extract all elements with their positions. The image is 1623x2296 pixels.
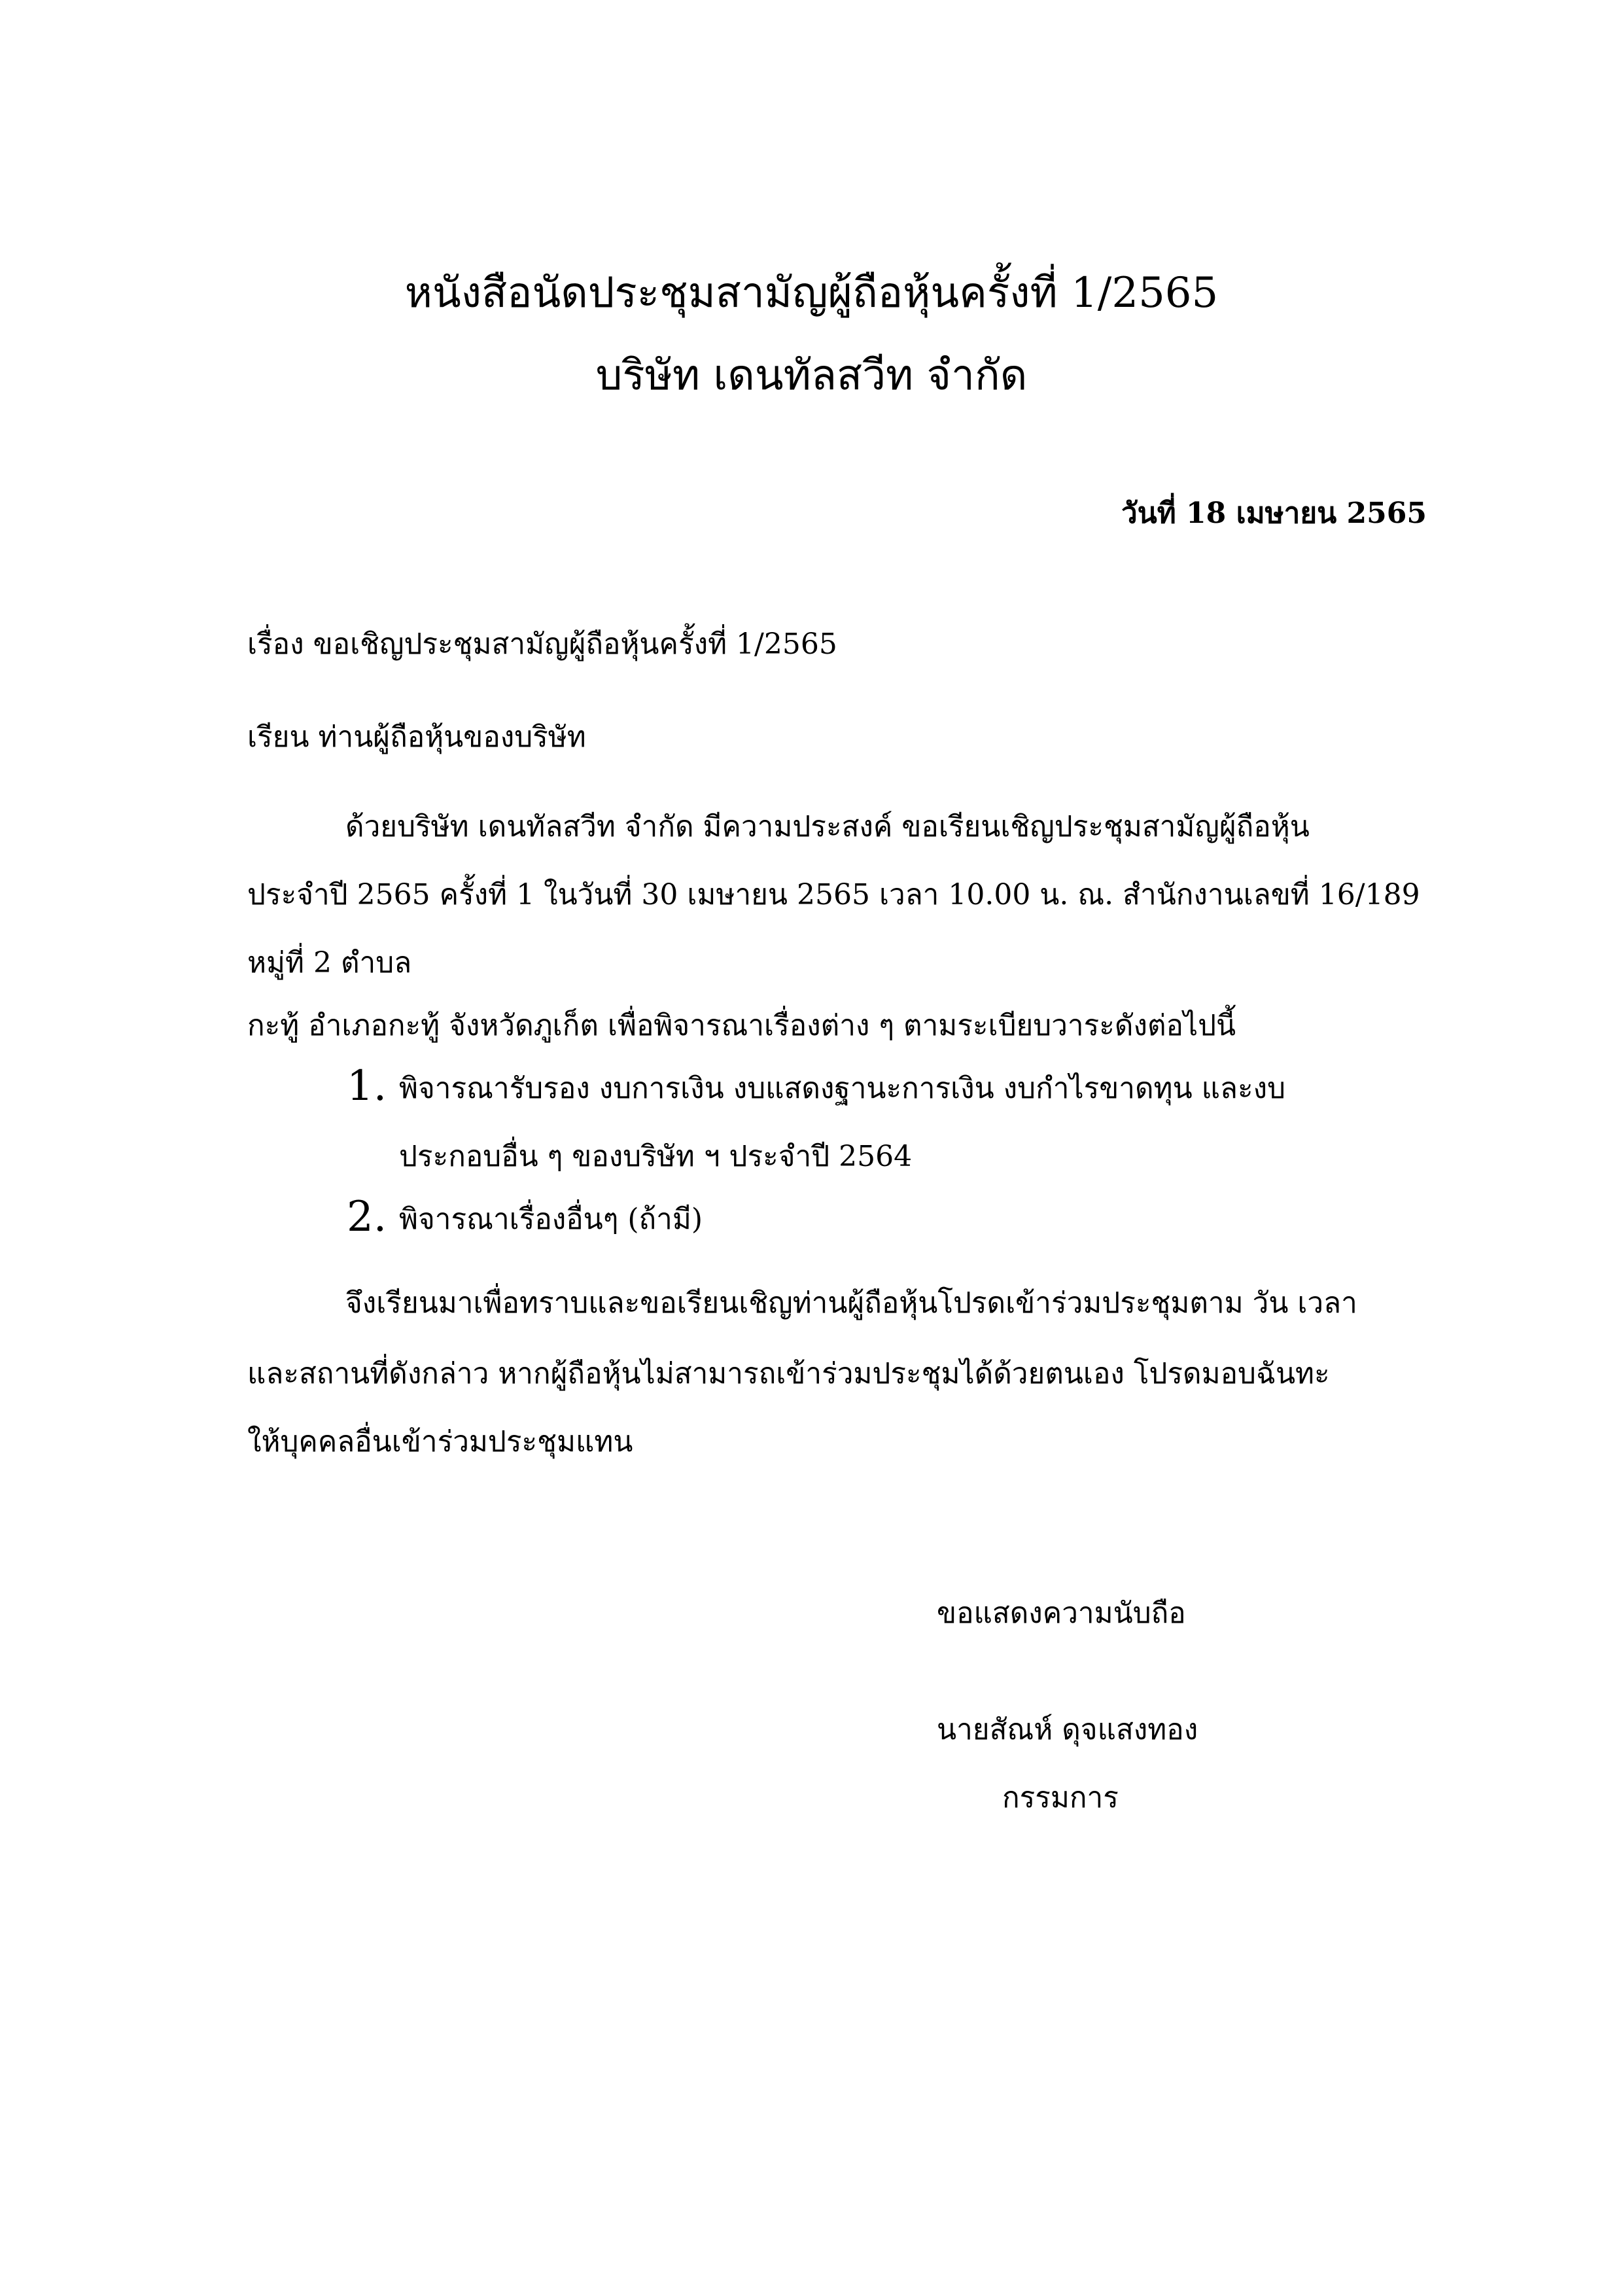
agenda-item-text: พิจารณาเรื่องอื่นๆ (ถ้ามี) — [399, 1203, 703, 1236]
letter-title: หนังสือนัดประชุมสามัญผู้ถือหุ้นครั้งที่ 1/2565 — [404, 269, 1219, 317]
letter-date: วันที่ 18 เมษายน 2565 — [1121, 497, 1427, 530]
subject-line: เรื่อง ขอเชิญประชุมสามัญผู้ถือหุ้นครั้งที่ 1/2565 — [247, 627, 837, 661]
signer-position: กรรมการ — [1002, 1781, 1119, 1814]
paragraph2-line3: ให้บุคคลอื่นเข้าร่วมประชุมแทน — [247, 1425, 633, 1458]
closing-phrase: ขอแสดงความนับถือ — [937, 1597, 1186, 1630]
paragraph2-line1: จึงเรียนมาเพื่อทราบและขอเรียนเชิญท่านผู้ถือหุ้นโปรดเข้าร่วมประชุมตาม วัน เวลา — [345, 1286, 1357, 1320]
recipient-line: เรียน ท่านผู้ถือหุ้นของบริษัท — [247, 720, 586, 754]
company-name: บริษัท เดนทัลสวีท จำกัด — [595, 351, 1028, 400]
signer-name: นายสัณห์ ดุจแสงทอง — [937, 1713, 1198, 1746]
agenda-item-number: 2. — [347, 1193, 387, 1241]
paragraph1-line2: ประจำปี 2565 ครั้งที่ 1 ในวันที่ 30 เมษายน 2565 เวลา 10.00 น. ณ. สำนักงานเลขที่ 16/189 — [247, 878, 1420, 911]
paragraph1-line3: หมู่ที่ 2 ตำบล — [247, 946, 412, 980]
agenda-item-number: 1. — [347, 1062, 387, 1110]
paragraph1-line4: กะทู้ อำเภอกะทู้ จังหวัดภูเก็ต เพื่อพิจารณาเรื่องต่าง ๆ ตามระเบียบวาระดังต่อไปนี้ — [247, 1009, 1236, 1042]
agenda-item-text: พิจารณารับรอง งบการเงิน งบแสดงฐานะการเงิน งบกำไรขาดทุน และงบ — [399, 1072, 1285, 1105]
paragraph2-line2: และสถานที่ดังกล่าว หากผู้ถือหุ้นไม่สามารถเข้าร่วมประชุมได้ด้วยตนเอง โปรดมอบฉันทะ — [247, 1357, 1330, 1390]
agenda-item-text: ประกอบอื่น ๆ ของบริษัท ฯ ประจำปี 2564 — [399, 1140, 913, 1173]
paragraph1-line1: ด้วยบริษัท เดนทัลสวีท จำกัด มีความประสงค์ ขอเรียนเชิญประชุมสามัญผู้ถือหุ้น — [345, 810, 1310, 843]
